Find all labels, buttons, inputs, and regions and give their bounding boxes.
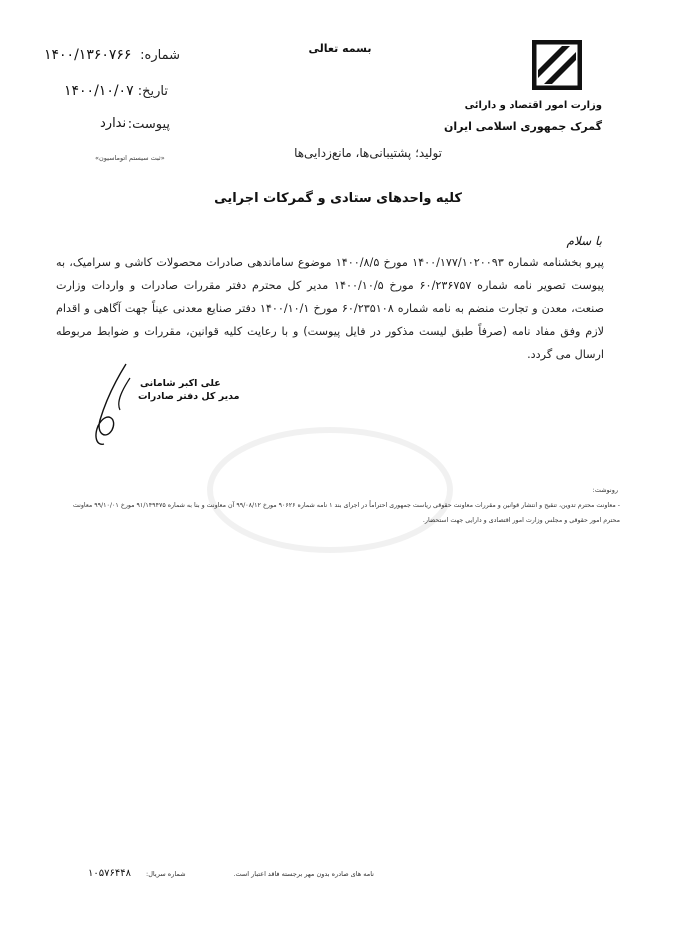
handwritten-signature — [86, 360, 166, 450]
serial-number-label: شماره سریال: — [146, 870, 186, 878]
greeting: با سلام — [566, 234, 602, 248]
organization-name: گمرک جمهوری اسلامی ایران — [443, 120, 602, 133]
watermark-seal — [200, 420, 460, 560]
cc-text: - معاونت محترم تدوین، تنقیح و انتشار قوانین و مقررات معاونت حقوقی ریاست جمهوری احتراماً در اجرای بند ۱ نامه شماره ۹۰۶۲۶ مورخ ۹۹/۰۸/۱۲ آن معاونت و بنا به شماره ۹۱/۱۴۹۴۷۵ مورخ ۹۹/۱۰/۰۱ معاونت محترم امور حقوقی و مجلس وزارت امور اقتصادی و دارایی جهت استحضار. — [72, 502, 620, 524]
ministry-name: وزارت امور اقتصاد و دارائی — [464, 100, 602, 111]
letter-subject: تولید؛ پشتیبانی‌ها، مانع‌زدایی‌ها — [294, 146, 442, 160]
customs-logo-icon — [532, 40, 582, 90]
letter-number-value: ۱۴۰۰/۱۳۶۰۷۶۶ — [44, 47, 132, 63]
registration-note: «ثبت سیستم اتوماسیون» — [95, 154, 165, 162]
cc-heading: رونوشت: — [592, 486, 618, 494]
attachment-label: پیوست: — [127, 117, 170, 132]
attachment-value: ندارد — [100, 116, 127, 131]
bismillah-heading: بسمه تعالی — [308, 42, 372, 55]
letter-body: پیرو بخشنامه شماره ۱۴۰۰/۱۷۷/۱۰۲۰۰۹۳ مورخ ۱۴۰۰/۸/۵ موضوع ساماندهی صادرات محصولات کاشی و سرامیک، به پیوست تصویر نامه شماره ۶۰/۲۳۶۷۵۷ مورخ ۱۴۰۰/۱۰/۵ مدیر کل محترم دفتر مقررات صادرات و واردات وزارت صنعت، معدن و تجارت منضم به نامه شماره ۶۰/۲۳۵۱۰۸ مورخ ۱۴۰۰/۱۰/۱ دفتر صنایع معدنی عیناً جهت آگاهی و اقدام لازم وفق مفاد نامه (صرفاً طبق لیست مذکور در فایل پیوست) و با رعایت کلیه قوانین، مقررات و ضوابط مربوطه ارسال می گردد. — [56, 256, 605, 361]
serial-number-value: ۱۰۵۷۶۴۴۸ — [88, 868, 131, 879]
letter-date-value: ۱۴۰۰/۱۰/۰۷ — [64, 83, 134, 99]
footer-validity-note: نامه های صادره بدون مهر برجسته فاقد اعتبار است. — [233, 870, 374, 878]
signatory-name: علی اکبر شامانی — [140, 378, 221, 389]
recipient-heading: کلیه واحدهای ستادی و گمرکات اجرایی — [214, 191, 462, 206]
signatory-title: مدیر کل دفتر صادرات — [138, 391, 240, 402]
letter-date-label: تاریخ: — [137, 84, 168, 99]
letter-number-label: شماره: — [140, 48, 180, 63]
